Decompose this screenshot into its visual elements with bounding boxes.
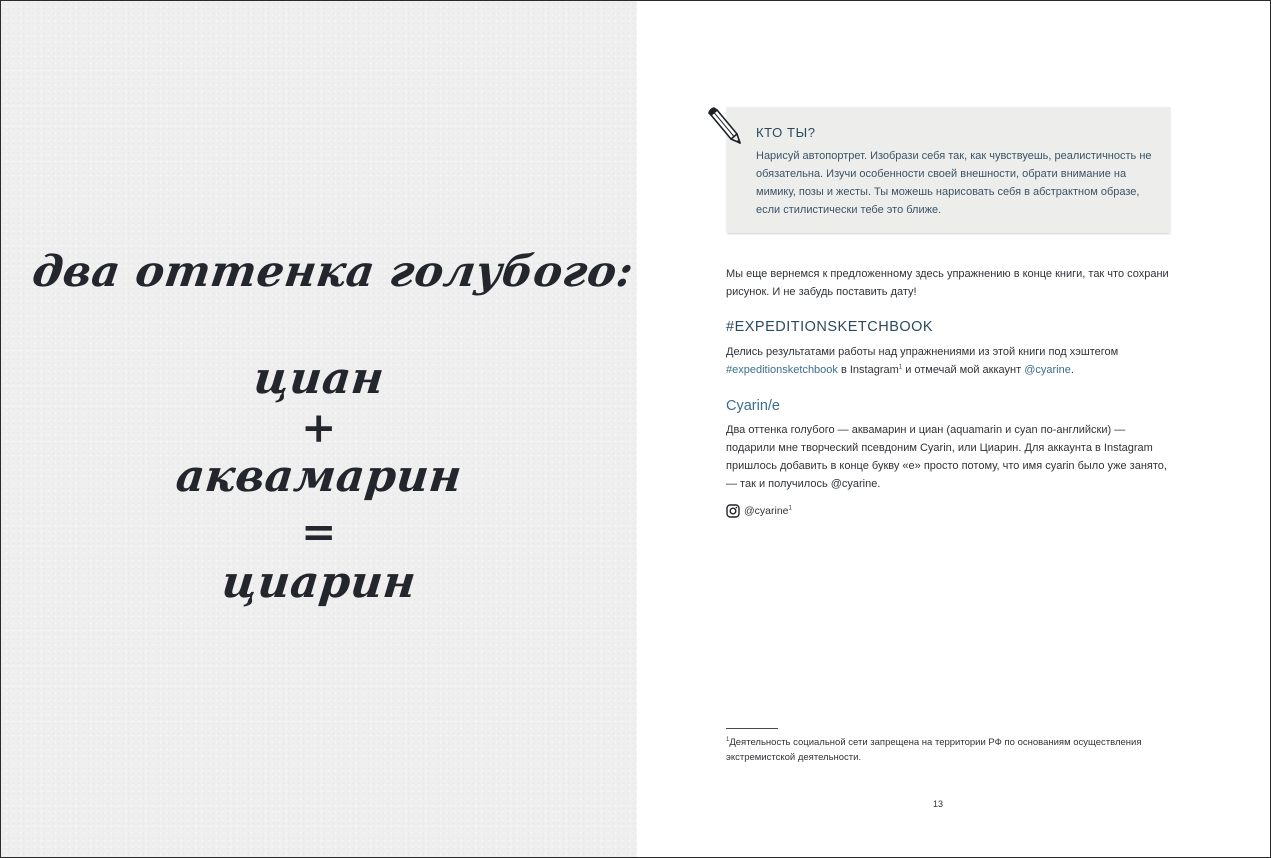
footnote-divider (726, 728, 778, 729)
cyarin-paragraph: Два оттенка голубого — аквамарин и циан (aquamarin и cyan по-английски) — подарили мне творческий псевдоним Cyarin, или Циарин. Для аккаунта в Instagram пришлось добавить в конце букву «e» просто потому, что имя cyarin было уже занято, — так и получилось @cyarine. (726, 424, 1167, 490)
handwritten-plus: + (301, 403, 337, 452)
handwritten-cyarin: циарин (219, 557, 419, 608)
handwritten-aquamarine: аквамарин (173, 451, 465, 502)
hashtag-text-part: в Instagram (837, 364, 899, 376)
hashtag-paragraph (726, 343, 1170, 379)
cyarin-heading: Cyarin/e (726, 398, 780, 414)
footnote-mark: 1 (726, 736, 730, 743)
hashtag-text-part: и отмечай мой аккаунт (902, 364, 1025, 376)
page-number: 13 (933, 799, 944, 809)
instagram-icon (726, 504, 740, 518)
right-page (637, 1, 1270, 857)
footnote-text: Деятельность социальной сети запрещена на территории РФ по основаниям осуществления экстремистской деятельности. (726, 737, 1142, 763)
hashtag-heading: #EXPEDITIONSKETCHBOOK (726, 319, 934, 335)
pencil-icon (707, 107, 747, 147)
account-link[interactable]: @cyarine (1024, 364, 1071, 376)
instagram-handle (744, 505, 792, 517)
handwritten-headline: два оттенка голубого: (29, 247, 637, 297)
instagram-handle-text: @cyarine (744, 505, 789, 517)
hashtag-text-part: . (1070, 364, 1074, 376)
footnote-mark: 1 (788, 505, 792, 512)
handwritten-equals: = (301, 507, 337, 556)
intro-paragraph: Мы еще вернемся к предложенному здесь упражнению в конце книги, так что сохрани рисунок. И не забудь поставить дату! (726, 268, 1169, 298)
task-text: Нарисуй автопортрет. Изобрази себя так, как чувствуешь, реалистичность не обязательна. Изучи особенности своей внешности, обрати внимание на мимику, позы и жесты. Ты можешь нарисовать себя в абстрактном образе, если стилистически тебе это ближе. (756, 150, 1152, 216)
hashtag-text-part: Делись результатами работы над упражнениями из этой книги под хэштегом (726, 346, 1119, 358)
footnote (726, 735, 1176, 765)
footnote-mark: 1 (898, 364, 903, 371)
instagram-row[interactable] (726, 504, 792, 518)
left-page (1, 1, 637, 857)
handwritten-cyan: циан (251, 353, 387, 404)
task-box (727, 107, 1170, 233)
task-title: КТО ТЫ? (756, 125, 816, 140)
hashtag-link[interactable]: #expeditionsketchbook (726, 364, 838, 376)
